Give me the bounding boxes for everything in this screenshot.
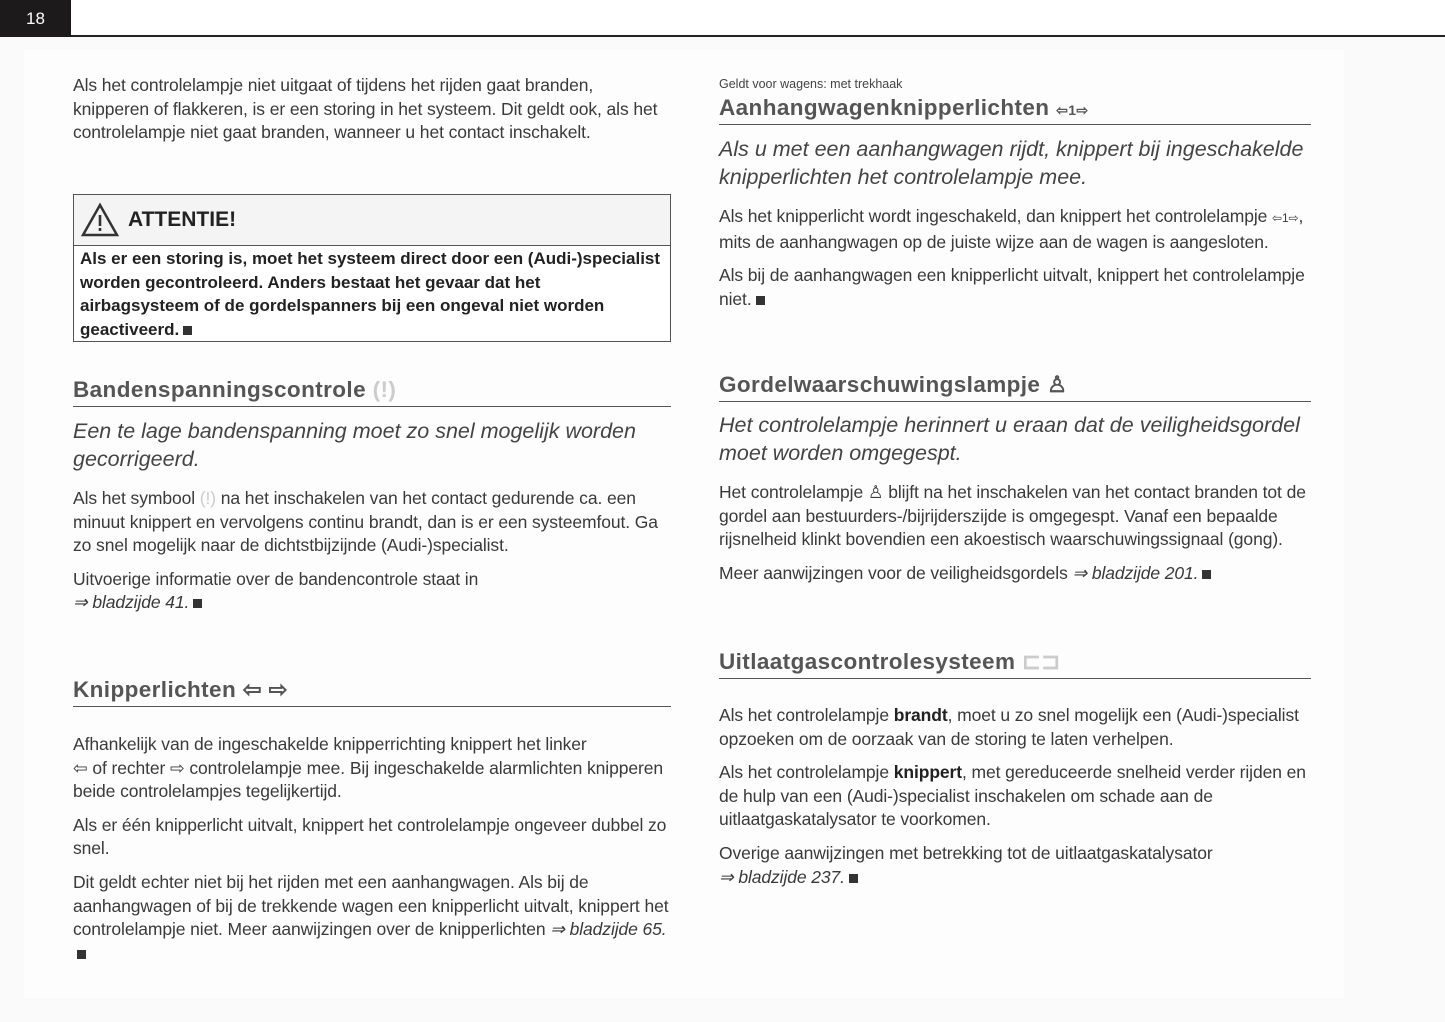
engine-icon: ⊏⊐ — [1022, 649, 1061, 674]
text: Meer aanwijzingen voor de veiligheidsgordels — [719, 562, 1068, 583]
end-mark-icon — [193, 599, 202, 608]
warning-triangle-icon — [80, 202, 120, 238]
section-heading-tire-pressure — [73, 377, 671, 407]
right-arrow-icon: ⇨ — [170, 757, 185, 778]
text: brandt — [893, 705, 948, 725]
warning-box — [73, 194, 671, 342]
section-heading-seatbelt — [719, 372, 1311, 402]
trailer-signal-icon: ⇦1⇨ — [1056, 102, 1089, 118]
end-mark-icon — [849, 874, 858, 883]
page-reference-link[interactable]: ⇒ bladzijde 41. — [73, 592, 190, 613]
page-reference-link[interactable]: ⇒ bladzijde 65. — [550, 919, 667, 940]
applies-to-label: Geldt voor wagens: met trekhaak — [719, 77, 903, 91]
seatbelt-icon: ♙ — [1047, 372, 1068, 397]
text: blijft na het inschakelen van het contact branden tot de gordel aan bestuurders-/bijrijderszijde is omgegespt. Vanaf een bepaalde rijsnelheid klinkt bovendien een akoestisch waarschuwingssignaal (gong). — [719, 482, 1306, 550]
tire-body — [73, 487, 671, 625]
trailer-signal-icon: ⇦1⇨ — [1272, 211, 1299, 225]
text: , met gereduceerde snelheid verder rijden en de hulp van een (Audi-)specialist inschakelen om schade aan de uitlaatgaskatalysator te voorkomen. — [719, 762, 1306, 830]
heading-text: Uitlaatgascontrolesysteem — [719, 649, 1016, 674]
tire-pressure-icon: (!) — [199, 488, 217, 508]
text: , mits de aanhangwagen op de juiste wijze aan de wagen is aangesloten. — [719, 206, 1304, 252]
end-mark-icon — [1202, 570, 1211, 579]
belt-body — [719, 481, 1311, 595]
text: Als het knipperlicht wordt ingeschakeld, dan knippert het controlelampje — [719, 206, 1268, 226]
intro-paragraph: Als het controlelampje niet uitgaat of tijdens het rijden gaat branden, knipperen of flakkeren, is er een storing in het systeem. Dit geldt ook, als het controlelampje niet gaat branden, wanneer u het contact inschakelt. — [73, 75, 658, 143]
text: Uitvoerige informatie over de bandencontrole staat in — [73, 568, 479, 589]
page-header — [0, 0, 1445, 37]
text: Overige aanwijzingen met betrekking tot de uitlaatgaskatalysator — [719, 842, 1213, 863]
heading-text: Gordelwaarschuwingslampje — [719, 372, 1041, 397]
end-mark-icon — [756, 296, 765, 305]
left-arrow-icon: ⇦ — [73, 757, 88, 778]
tire-pressure-icon: (!) — [372, 377, 397, 402]
warning-header — [74, 195, 670, 246]
end-mark-icon — [183, 326, 192, 335]
turn-signal-icon: ⇦ ⇨ — [242, 677, 288, 702]
text: Dit geldt echter niet bij het rijden met een aanhangwagen. Als bij de aanhangwagen of bij de trekkende wagen een knipperlicht uitvalt, knippert het controlelampje niet. Meer aanwijzingen over de knipperlichten — [73, 871, 669, 940]
text: Als het symbool — [73, 488, 196, 508]
seatbelt-icon: ♙ — [867, 482, 884, 502]
heading-text: Aanhangwagenknipperlichten — [719, 95, 1050, 120]
text: of rechter — [92, 757, 166, 778]
text: Als het controlelampje — [719, 705, 889, 725]
text: Als bij de aanhangwagen een knipperlicht uitvalt, knippert het controlelampje niet. — [719, 265, 1305, 309]
section-heading-exhaust — [719, 649, 1311, 679]
text: Het controlelampje — [719, 482, 864, 502]
text: Als het controlelampje — [719, 762, 889, 783]
page-reference-link[interactable]: ⇒ bladzijde 237. — [719, 866, 845, 887]
end-mark-icon — [77, 950, 86, 959]
text: , moet u zo snel mogelijk een (Audi-)specialist opzoeken om de oorzaak van de storing te laten verhelpen. — [719, 705, 1299, 749]
warning-title: ATTENTIE! — [128, 208, 237, 231]
warning-text: Als er een storing is, moet het systeem direct door een (Audi-)specialist worden gecontroleerd. Anders bestaat het gevaar dat het airbagsysteem of de gordelspanners bij een ongeval niet worden geactiveerd. — [80, 249, 661, 339]
trailer-lead: Als u met een aanhangwagen rijdt, knippert bij ingeschakelde knipperlichten het controlelampje mee. — [719, 137, 1304, 189]
trailer-body — [719, 205, 1311, 321]
text: na het inschakelen van het contact gedurende ca. een minuut knippert en vervolgens continu brandt, dan is er een systeemfout. Ga zo snel mogelijk naar de dichtstbijzijnde (Audi-)specialist. — [73, 488, 658, 556]
tire-lead: Een te lage bandenspanning moet zo snel mogelijk worden gecorrigeerd. — [73, 419, 636, 471]
text: knippert — [893, 762, 962, 783]
exhaust-body — [719, 704, 1311, 899]
text: Als er één knipperlicht uitvalt, knippert het controlelampje ongeveer dubbel zo snel. — [73, 814, 667, 859]
heading-text: Bandenspanningscontrole — [73, 377, 366, 402]
section-heading-trailer-signals — [719, 95, 1311, 125]
turn-body — [73, 733, 671, 975]
heading-text: Knipperlichten — [73, 677, 237, 702]
text: controlelampje mee. Bij ingeschakelde alarmlichten knipperen beide controlelampjes tegelijkertijd. — [73, 757, 663, 802]
page-reference-link[interactable]: ⇒ bladzijde 201. — [1072, 562, 1199, 583]
text: Afhankelijk van de ingeschakelde knipperrichting knippert het linker — [73, 734, 587, 754]
page-number: 18 — [0, 0, 71, 37]
belt-lead: Het controlelampje herinnert u eraan dat de veiligheidsgordel moet worden omgegespt. — [719, 413, 1300, 465]
section-heading-turn-signals — [73, 677, 671, 707]
